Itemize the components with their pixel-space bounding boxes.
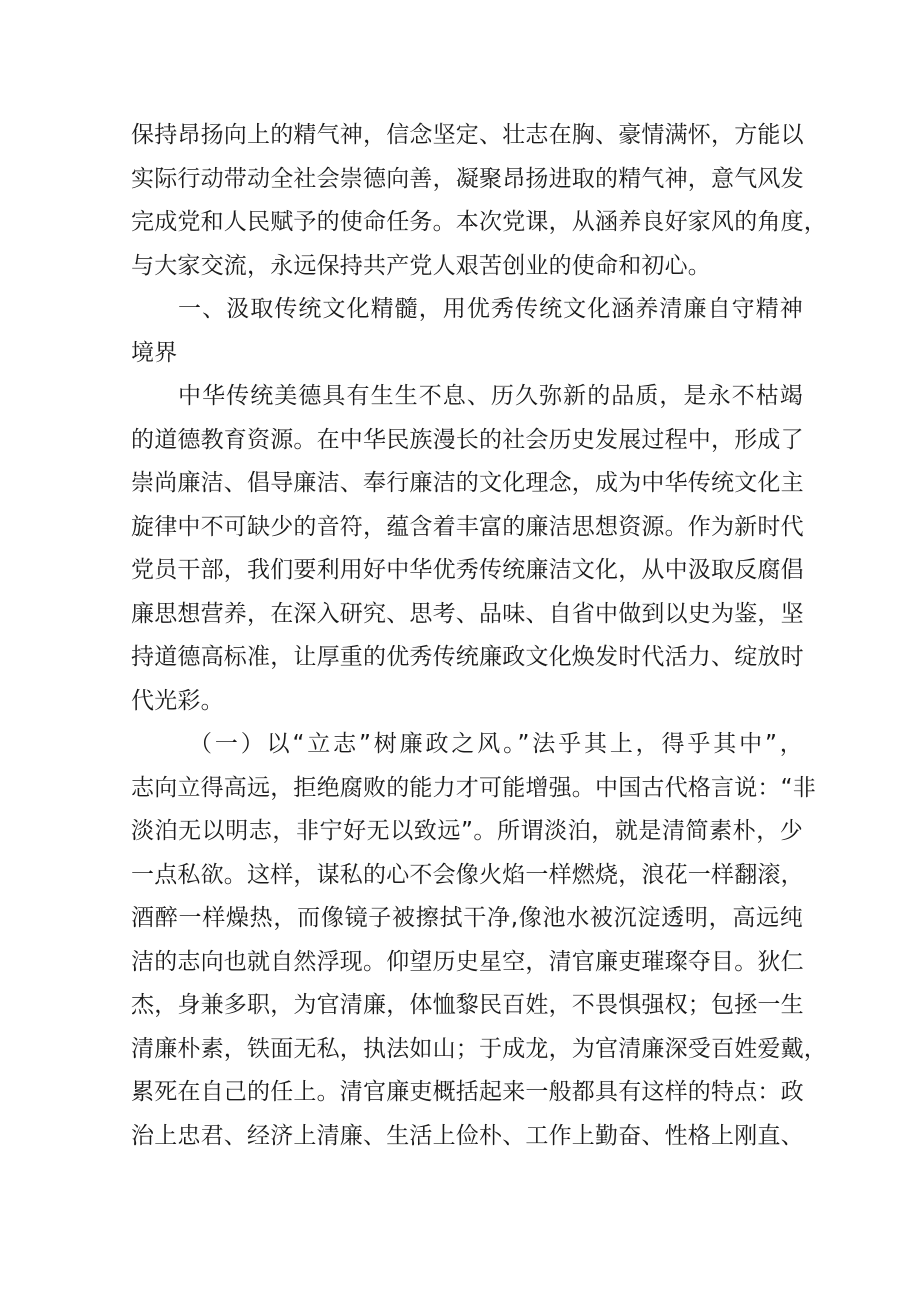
paragraph-line: 旋律中不可缺少的音符，蕴含着丰富的廉洁思想资源。作为新时代 [131,513,804,540]
paragraph-line: 淡泊无以明志，非宁好无以致远”。所谓淡泊，就是清简素朴，少 [131,818,803,844]
section-heading-line: 境界 [131,339,178,366]
paragraph-line: 实际行动带动全社会崇德向善，凝聚昂扬进取的精气神，意气风发 [131,165,804,192]
paragraph-line: 完成党和人民赋予的使命任务。本次党课，从涵养良好家风的角度， [131,209,827,235]
paragraph-line: 中华传统美德具有生生不息、历久弥新的品质，是永不枯竭 [178,383,803,409]
paragraph-line: 的道德教育资源。在中华民族漫长的社会历史发展过程中，形成了 [131,426,804,453]
subsection-heading-line: （一）以“立志”树廉政之风。”法乎其上，得乎其中”， [189,731,803,757]
section-heading-line: 一、汲取传统文化精髓，用优秀传统文化涵养清廉自守精神 [178,296,803,322]
paragraph-line: 志向立得高远，拒绝腐败的能力才可能增强。中国古代格言说：“非 [131,774,816,801]
paragraph-line: 治上忠君、经济上清廉、生活上俭朴、工作上勤奋、性格上刚直、 [131,1122,804,1149]
paragraph-line: 崇尚廉洁、倡导廉洁、奉行廉洁的文化理念，成为中华传统文化主 [131,470,804,496]
paragraph-line: 一点私欲。这样，谋私的心不会像火焰一样燃烧，浪花一样翻滚， [131,861,804,888]
paragraph-line: 保持昂扬向上的精气神，信念坚定、壮志在胸、豪情满怀，方能以 [131,122,804,148]
paragraph-line: 酒醉一样燥热，而像镜子被擦拭干净,像池水被沉淀透明，高远纯 [131,905,803,931]
paragraph-line: 清廉朴素，铁面无私，执法如山；于成龙，为官清廉深受百姓爱戴， [131,1035,827,1062]
paragraph-line: 代光彩。 [131,687,224,714]
paragraph-line: 杰，身兼多职，为官清廉，体恤黎民百姓，不畏惧强权；包拯一生 [131,992,804,1018]
paragraph-line: 党员干部，我们要利用好中华优秀传统廉洁文化，从中汲取反腐倡 [131,557,804,583]
document-body [131,114,827,1158]
paragraph-line: 与大家交流，永远保持共产党人艰苦创业的使命和初心。 [131,252,711,279]
paragraph-line: 累死在自己的任上。清官廉吏概括起来一般都具有这样的特点：政 [131,1079,804,1105]
paragraph-line: 持道德高标准，让厚重的优秀传统廉政文化焕发时代活力、绽放时 [131,644,804,670]
paragraph-line: 洁的志向也就自然浮现。仰望历史星空，清官廉吏璀璨夺目。狄仁 [131,948,804,975]
paragraph-line: 廉思想营养，在深入研究、思考、品味、自省中做到以史为鉴，坚 [131,600,804,627]
